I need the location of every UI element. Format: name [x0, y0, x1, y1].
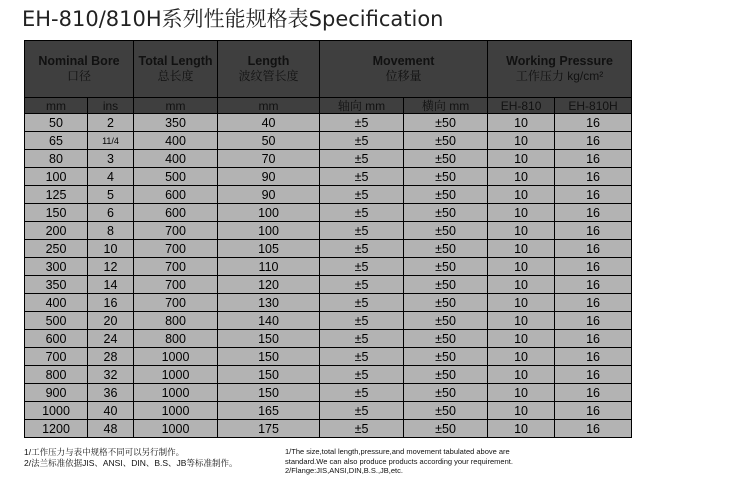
- notes-chinese: [24, 447, 237, 469]
- header-movement: [320, 41, 488, 98]
- table-cell: ±50: [404, 132, 488, 150]
- table-cell: 2: [88, 114, 134, 132]
- table-cell: 500: [134, 168, 218, 186]
- header-nominal-bore: [25, 41, 134, 98]
- header-movement-cn: 位移量: [385, 69, 422, 83]
- table-cell: ±5: [320, 348, 404, 366]
- table-cell: 1000: [134, 366, 218, 384]
- table-cell: ±50: [404, 330, 488, 348]
- table-cell: 700: [134, 276, 218, 294]
- table-cell: 10: [488, 114, 555, 132]
- unit-cell: ins: [88, 98, 134, 114]
- table-cell: ±5: [320, 294, 404, 312]
- table-cell: 16: [555, 276, 632, 294]
- table-cell: ±50: [404, 348, 488, 366]
- table-cell: 10: [488, 240, 555, 258]
- table-cell: 16: [555, 348, 632, 366]
- table-cell: 10: [88, 240, 134, 258]
- table-cell: 10: [488, 402, 555, 420]
- table-cell: 40: [88, 402, 134, 420]
- header-total-length: [134, 41, 218, 98]
- table-cell: 150: [218, 366, 320, 384]
- table-cell: 10: [488, 186, 555, 204]
- table-cell: 80: [25, 150, 88, 168]
- table-cell: 90: [218, 186, 320, 204]
- table-cell: 65: [25, 132, 88, 150]
- page-title: EH-810/810H系列性能规格表Specification: [22, 7, 444, 31]
- table-cell: 16: [555, 312, 632, 330]
- header-length: [218, 41, 320, 98]
- table-cell: 600: [134, 186, 218, 204]
- table-cell: 800: [134, 330, 218, 348]
- table-row: [25, 258, 632, 276]
- table-cell: ±5: [320, 114, 404, 132]
- table-cell: 70: [218, 150, 320, 168]
- table-cell: 700: [134, 222, 218, 240]
- note-line: 2/Flange:JIS,ANSI,DIN,B.S.,JB,etc.: [285, 466, 403, 475]
- table-cell: 150: [218, 384, 320, 402]
- table-cell: ±5: [320, 330, 404, 348]
- table-cell: 100: [218, 204, 320, 222]
- table-cell: 10: [488, 168, 555, 186]
- table-cell: 10: [488, 384, 555, 402]
- unit-cell: 轴向 mm: [320, 98, 404, 114]
- specification-table: [24, 40, 632, 438]
- table-cell: ±50: [404, 402, 488, 420]
- table-cell: 150: [218, 330, 320, 348]
- table-row: [25, 114, 632, 132]
- table-cell: ±5: [320, 168, 404, 186]
- table-cell: 700: [134, 240, 218, 258]
- unit-cell: mm: [218, 98, 320, 114]
- table-cell: 16: [555, 384, 632, 402]
- table-cell: 10: [488, 330, 555, 348]
- table-cell: ±50: [404, 294, 488, 312]
- table-cell: 1200: [25, 420, 88, 438]
- table-cell: 4: [88, 168, 134, 186]
- table-cell: 300: [25, 258, 88, 276]
- table-cell: 10: [488, 312, 555, 330]
- table-cell: 175: [218, 420, 320, 438]
- table-cell: ±50: [404, 384, 488, 402]
- table-cell: ±50: [404, 366, 488, 384]
- table-cell: 16: [555, 330, 632, 348]
- unit-cell: mm: [25, 98, 88, 114]
- table-cell: 800: [25, 366, 88, 384]
- table-row: [25, 402, 632, 420]
- table-cell: ±50: [404, 204, 488, 222]
- table-cell: 700: [134, 294, 218, 312]
- table-cell: 16: [555, 294, 632, 312]
- table-cell: 700: [25, 348, 88, 366]
- table-row: [25, 204, 632, 222]
- table-cell: 10: [488, 132, 555, 150]
- header-total-length-en: Total Length: [138, 54, 213, 68]
- unit-cell: EH-810: [488, 98, 555, 114]
- table-cell: ±50: [404, 186, 488, 204]
- table-cell: 700: [134, 258, 218, 276]
- table-cell: ±5: [320, 240, 404, 258]
- table-cell: 250: [25, 240, 88, 258]
- table-row: [25, 132, 632, 150]
- header-movement-en: Movement: [372, 54, 435, 68]
- table-cell: 350: [25, 276, 88, 294]
- unit-cell: EH-810H: [555, 98, 632, 114]
- table-cell: 1000: [134, 348, 218, 366]
- table-row: [25, 330, 632, 348]
- table-cell: ±50: [404, 312, 488, 330]
- header-working-pressure-cn: 工作压力 kg/cm²: [515, 69, 604, 83]
- table-body: [25, 114, 632, 438]
- header-length-cn: 波纹管长度: [238, 69, 299, 83]
- table-row: [25, 150, 632, 168]
- table-row: [25, 366, 632, 384]
- table-cell: 16: [88, 294, 134, 312]
- table-row: [25, 240, 632, 258]
- note-line: standard.We can also produce products according your requirement.: [285, 456, 513, 466]
- table-cell: ±50: [404, 222, 488, 240]
- table-cell: 16: [555, 402, 632, 420]
- table-cell: 10: [488, 366, 555, 384]
- table-cell: ±50: [404, 420, 488, 438]
- table-cell: 8: [88, 222, 134, 240]
- table-cell: 12: [88, 258, 134, 276]
- table-cell: 500: [25, 312, 88, 330]
- table-row: [25, 348, 632, 366]
- table-cell: 150: [25, 204, 88, 222]
- table-cell: ±5: [320, 402, 404, 420]
- note-line: 1/The size,total length,pressure,and movement tabulated above are: [285, 447, 510, 456]
- table-cell: 110: [218, 258, 320, 276]
- table-cell: 24: [88, 330, 134, 348]
- unit-cell: 横向 mm: [404, 98, 488, 114]
- table-cell: 400: [134, 132, 218, 150]
- table-cell: 16: [555, 204, 632, 222]
- table-cell: 20: [88, 312, 134, 330]
- note-line: 2/法兰标准依据JIS、ANSI、DIN、B.S、JB等标准制作。: [24, 458, 238, 468]
- table-cell: 400: [25, 294, 88, 312]
- table-cell: 1000: [25, 402, 88, 420]
- table-cell: 125: [25, 186, 88, 204]
- table-cell: 16: [555, 240, 632, 258]
- table-cell: 16: [555, 168, 632, 186]
- table-cell: ±5: [320, 276, 404, 294]
- header-working-pressure-en: Working Pressure: [506, 54, 613, 68]
- table-cell: 140: [218, 312, 320, 330]
- table-cell: 36: [88, 384, 134, 402]
- header-row: [25, 41, 632, 98]
- table-row: [25, 186, 632, 204]
- table-cell: 11/4: [88, 132, 134, 150]
- table-cell: 10: [488, 258, 555, 276]
- table-cell: 16: [555, 114, 632, 132]
- table-cell: ±5: [320, 204, 404, 222]
- table-row: [25, 222, 632, 240]
- table-cell: 10: [488, 276, 555, 294]
- header-length-en: Length: [247, 54, 290, 68]
- table-cell: 600: [134, 204, 218, 222]
- table-cell: 48: [88, 420, 134, 438]
- table-cell: 90: [218, 168, 320, 186]
- table-cell: 14: [88, 276, 134, 294]
- header-nominal-bore-cn: 口径: [67, 69, 92, 83]
- table-cell: ±50: [404, 168, 488, 186]
- table-cell: 120: [218, 276, 320, 294]
- table-cell: ±5: [320, 420, 404, 438]
- table-cell: 16: [555, 222, 632, 240]
- table-row: [25, 420, 632, 438]
- table-row: [25, 276, 632, 294]
- table-cell: 10: [488, 420, 555, 438]
- table-cell: 16: [555, 132, 632, 150]
- table-cell: 40: [218, 114, 320, 132]
- header-total-length-cn: 总长度: [157, 69, 194, 83]
- table-cell: 10: [488, 294, 555, 312]
- table-cell: 50: [25, 114, 88, 132]
- table-cell: 1000: [134, 384, 218, 402]
- table-cell: 165: [218, 402, 320, 420]
- table-cell: 50: [218, 132, 320, 150]
- table-cell: 10: [488, 150, 555, 168]
- table-row: [25, 294, 632, 312]
- table-cell: 6: [88, 204, 134, 222]
- table-cell: ±50: [404, 150, 488, 168]
- table-cell: 10: [488, 204, 555, 222]
- table-cell: ±50: [404, 276, 488, 294]
- table-cell: ±5: [320, 258, 404, 276]
- table-row: [25, 168, 632, 186]
- table-cell: 800: [134, 312, 218, 330]
- table-cell: 10: [488, 348, 555, 366]
- table-cell: 100: [218, 222, 320, 240]
- note-line: 1/工作压力与表中规格不同可以另行制作。: [24, 447, 185, 457]
- table-cell: 10: [488, 222, 555, 240]
- table-cell: ±5: [320, 186, 404, 204]
- table-cell: 32: [88, 366, 134, 384]
- table-row: [25, 312, 632, 330]
- table-cell: ±5: [320, 150, 404, 168]
- table-cell: 900: [25, 384, 88, 402]
- table-cell: ±5: [320, 312, 404, 330]
- table-cell: 600: [25, 330, 88, 348]
- table-cell: ±5: [320, 132, 404, 150]
- table-cell: 28: [88, 348, 134, 366]
- table-cell: ±5: [320, 222, 404, 240]
- table-cell: ±5: [320, 384, 404, 402]
- table-cell: ±50: [404, 114, 488, 132]
- table-cell: ±5: [320, 366, 404, 384]
- table-cell: 130: [218, 294, 320, 312]
- table-cell: 5: [88, 186, 134, 204]
- table-cell: 16: [555, 366, 632, 384]
- table-cell: 100: [25, 168, 88, 186]
- table-row: [25, 384, 632, 402]
- header-working-pressure: [488, 41, 632, 98]
- table-cell: 16: [555, 420, 632, 438]
- table-cell: 16: [555, 150, 632, 168]
- table-cell: 1000: [134, 402, 218, 420]
- table-cell: 1000: [134, 420, 218, 438]
- units-row: [25, 98, 632, 114]
- header-nominal-bore-en: Nominal Bore: [38, 54, 120, 68]
- table-cell: 105: [218, 240, 320, 258]
- table-cell: ±50: [404, 240, 488, 258]
- table-cell: 3: [88, 150, 134, 168]
- table-cell: 16: [555, 258, 632, 276]
- unit-cell: mm: [134, 98, 218, 114]
- table-cell: 400: [134, 150, 218, 168]
- notes-english: [285, 447, 513, 476]
- table-cell: ±50: [404, 258, 488, 276]
- table-cell: 16: [555, 186, 632, 204]
- table-cell: 200: [25, 222, 88, 240]
- table-cell: 350: [134, 114, 218, 132]
- table-cell: 150: [218, 348, 320, 366]
